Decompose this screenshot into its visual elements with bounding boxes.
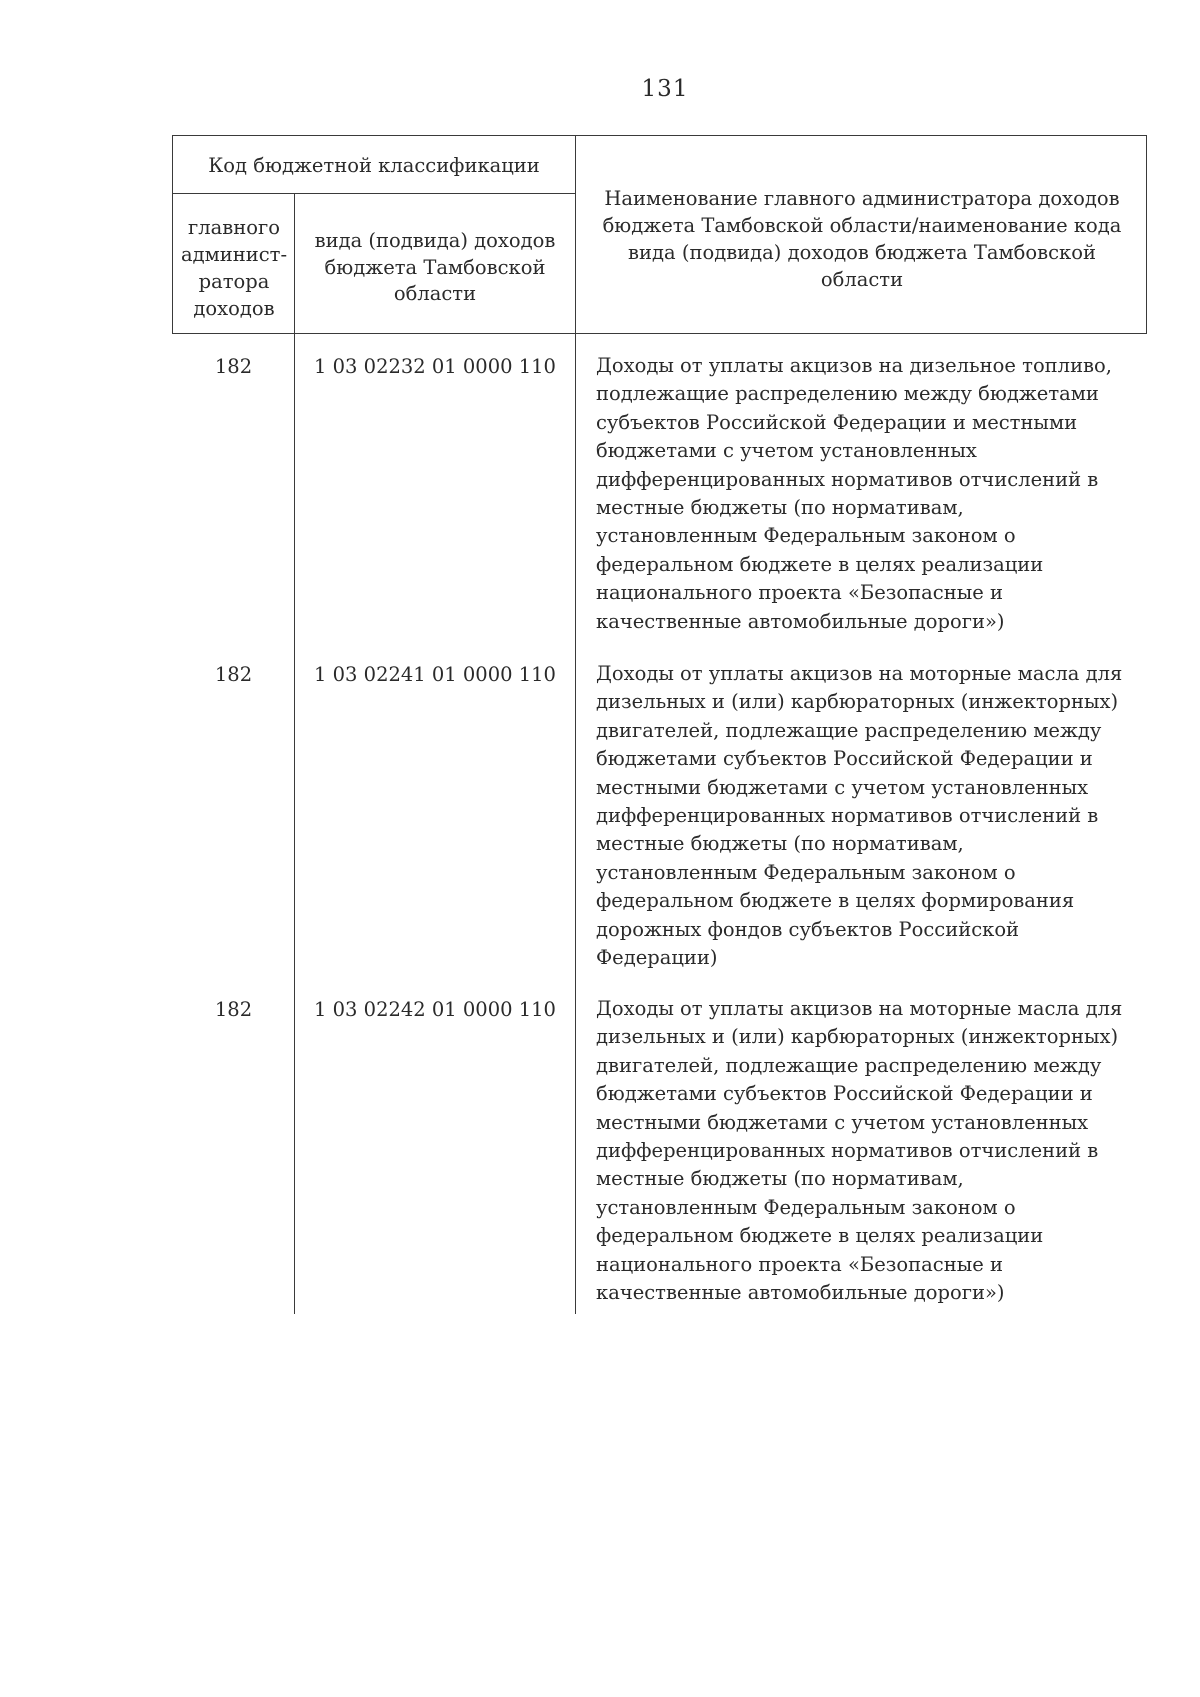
page-number: 131 — [641, 76, 689, 102]
income-code-cell: 1 03 02242 01 0000 110 — [314, 998, 556, 1021]
income-code-cell: 1 03 02241 01 0000 110 — [314, 663, 556, 686]
header-col-kind: вида (подвида) доходов бюджета Тамбовской области — [314, 229, 556, 305]
table-header-group-divider — [172, 193, 575, 194]
income-name-cell: Доходы от уплаты акцизов на дизельное топливо, подлежащие распределению между бюджетами субъектов Российской Федерации и местными бюджетами с учетом установленных дифференцированных нормативов отчислений в местные бюджеты (по нормативам, установленным Федеральным законом о федеральном бюджете в целях реализации национального проекта «Безопасные и качественные автомобильные дороги») — [596, 354, 1112, 633]
header-group-title: Код бюджетной классификации — [208, 154, 540, 177]
income-name-cell: Доходы от уплаты акцизов на моторные масла для дизельных и (или) карбюраторных (инжекторных) двигателей, подлежащие распределению между бюджетами субъектов Российской Федерации и местными бюджетами с учетом установленных дифференцированных нормативов отчислений в местные бюджеты (по нормативам, установленным Федеральным законом о федеральном бюджете в целях формирования дорожных фондов субъектов Российской Федерации) — [596, 662, 1123, 970]
header-col-name: Наименование главного администратора доходов бюджета Тамбовской области/наименование кода вида (подвида) доходов бюджета Тамбовской области — [602, 187, 1122, 291]
income-name-cell: Доходы от уплаты акцизов на моторные масла для дизельных и (или) карбюраторных (инжекторных) двигателей, подлежащие распределению между бюджетами субъектов Российской Федерации и местными бюджетами с учетом установленных дифференцированных нормативов отчислений в местные бюджеты (по нормативам, установленным Федеральным законом о федеральном бюджете в целях реализации национального проекта «Безопасные и качественные автомобильные дороги») — [596, 997, 1123, 1305]
admin-code-cell: 182 — [214, 663, 253, 686]
admin-code-cell: 182 — [214, 998, 253, 1021]
header-col-admin: главного админист-ратора доходов — [180, 216, 288, 320]
admin-code-cell: 182 — [214, 355, 253, 378]
income-code-cell: 1 03 02232 01 0000 110 — [314, 355, 556, 378]
table-top-border — [172, 135, 1147, 136]
column-divider-2 — [575, 135, 576, 1314]
table-header-bottom-border — [172, 333, 1147, 334]
table-right-border — [1146, 135, 1147, 334]
